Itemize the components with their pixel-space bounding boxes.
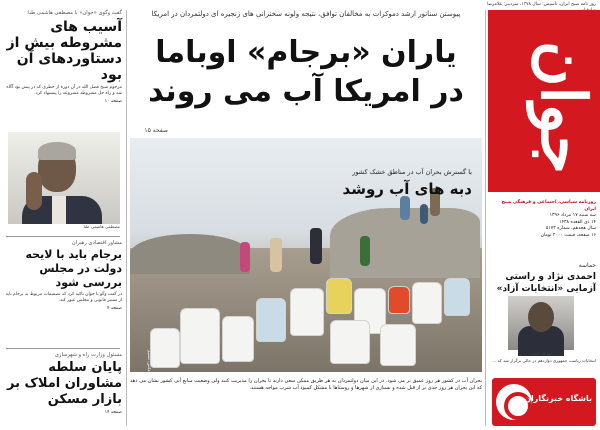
masthead <box>488 10 600 192</box>
headline-line-2: در امریکا آب می روند <box>148 74 464 109</box>
main-headline[interactable] <box>130 34 482 112</box>
interviewee-hair <box>38 142 76 160</box>
left-story-2-ref: صفحه ۴ <box>107 306 122 312</box>
left-story-3-ref: صفحه ۱۴ <box>104 410 122 415</box>
masthead-info <box>492 200 596 239</box>
left-story-2-title[interactable]: برجام باید با لایحه دولت در مجلس بررسی شود <box>25 248 122 289</box>
left-story-2[interactable] <box>4 240 122 311</box>
water-jug <box>330 320 370 364</box>
photo-hill <box>130 234 250 274</box>
water-jug <box>222 316 254 362</box>
photo-person <box>420 204 428 224</box>
main-story-text: بحران آب در کشور هر روز عمیق تر می شود. در این میان دولتمردان به هر طریق ممکن سعی دارند تا بحران را مدیریت کنند ولی وضعیت منابع آبی کشور نشان می دهد که این بحران هر روز جدی تر از قبل شده و بسیاری از شهرها و روستاها با مشکل کمبود آب شرب مواجه هستند. <box>130 378 482 391</box>
left-story-3-title[interactable]: پایان سلطه مشاوران املاک بر بازار مسکن <box>7 360 122 407</box>
water-jug <box>326 278 352 314</box>
right-story-kicker: حماسه <box>578 262 596 269</box>
masthead-tagline: روزنامه سیاسی، اجتماعی و فرهنگی صبح ایران <box>501 200 596 212</box>
right-column-story[interactable] <box>492 262 596 295</box>
interviewee-shirt <box>52 196 66 224</box>
interviewee-photo <box>8 132 120 224</box>
left-story-3-kicker: مسئول وزارت راه و شهرسازی <box>54 352 122 358</box>
brand-name: باشگاه خبرنگاران <box>524 394 592 403</box>
left-story-2-kicker: مشاور اقتصادی رهبران <box>71 240 122 246</box>
photo-person <box>240 242 250 272</box>
water-jug <box>150 328 180 368</box>
photo-person <box>310 228 322 264</box>
water-jug <box>388 286 410 314</box>
photo-title: دبه های آب روشد <box>342 180 472 198</box>
column-divider <box>485 10 486 426</box>
masthead-top-strip: روز نامه صبح ایران، تاسیس: سال ۱۳۷۸، سردبیر: غلامرضا <box>486 2 596 7</box>
interviewee-photo-caption: مصطفی هاشمی طبا <box>83 224 120 229</box>
left-story-1-ref: صفحه ۱۰ <box>104 99 122 105</box>
photo-kicker: با گسترش بحران آب در مناطق خشک کشور <box>352 168 472 176</box>
photo-credit: عکس: تسنیم <box>147 350 152 373</box>
headline-line-1: یاران «برجام» اوباما <box>155 35 457 70</box>
water-jug <box>380 324 416 366</box>
water-jug <box>180 308 220 364</box>
left-story-1-body: مرحوم شیخ فضل الله در آن دوره از خطری که در پیش بود آگاه شد و راه حل مشروطه مشروعه را پیشنهاد کرد. <box>6 85 122 97</box>
photo-person <box>360 236 370 266</box>
left-divider <box>6 348 120 349</box>
issue-date-hijri: ۱۴ ذی القعده ۱۴۳۸ <box>559 219 596 225</box>
brand-badge[interactable] <box>492 378 596 426</box>
interviewee-hand <box>26 172 42 210</box>
column-divider <box>126 10 127 426</box>
headline-kicker: پیوستن سناتور ارشد دموکرات به مخالفان توافق، نتیجه ولونه سخنرانی های زنجیره ای دولتمردان در امریکا <box>151 10 461 18</box>
author-photo <box>508 296 574 350</box>
right-story-title[interactable]: احمدی نژاد و راستی آزمایی «انتخابات آزاد» <box>496 272 596 294</box>
left-story-3[interactable] <box>4 352 122 415</box>
newspaper-logo: جوان <box>527 41 600 175</box>
water-jug <box>290 288 324 336</box>
left-story-1[interactable] <box>4 10 122 104</box>
photo-caption[interactable] <box>312 168 472 198</box>
issue-date: سه شنبه ۱۷ مرداد ۱۳۹۶ <box>549 213 596 218</box>
headline-page-ref: صفحه ۱۵ <box>144 127 168 134</box>
author-photo-caption: عبدالله گنجی <box>530 351 552 356</box>
photo-person <box>270 238 282 272</box>
right-story-text: انتخابات ریاست جمهوری دوازدهم در حالی برگزار شد که ... <box>492 358 596 363</box>
left-story-2-body: در گفت وگو با جوان تاکید کرد که تصمیمات مربوط به برجام باید از مسیر قانونی و مجلس عبور کند. <box>5 292 122 304</box>
issue-price: ۱۶ صفحه، قیمت ۲۰۰۰ تومان <box>540 232 596 238</box>
left-divider <box>6 236 120 237</box>
water-jug <box>444 278 470 316</box>
photo-person <box>400 196 410 220</box>
left-story-1-kicker: گفت وگوی «جوان» با مصطفی هاشمی طبا <box>27 10 122 16</box>
water-jug <box>412 282 442 324</box>
water-jug <box>256 298 286 342</box>
author-photo-head <box>528 302 554 332</box>
issue-number: سال هجدهم، شماره ۵۱۷۳ <box>545 226 596 231</box>
left-story-1-title[interactable]: آسیب های مشروطه بیش از دستاوردهای آن بود <box>6 19 122 83</box>
